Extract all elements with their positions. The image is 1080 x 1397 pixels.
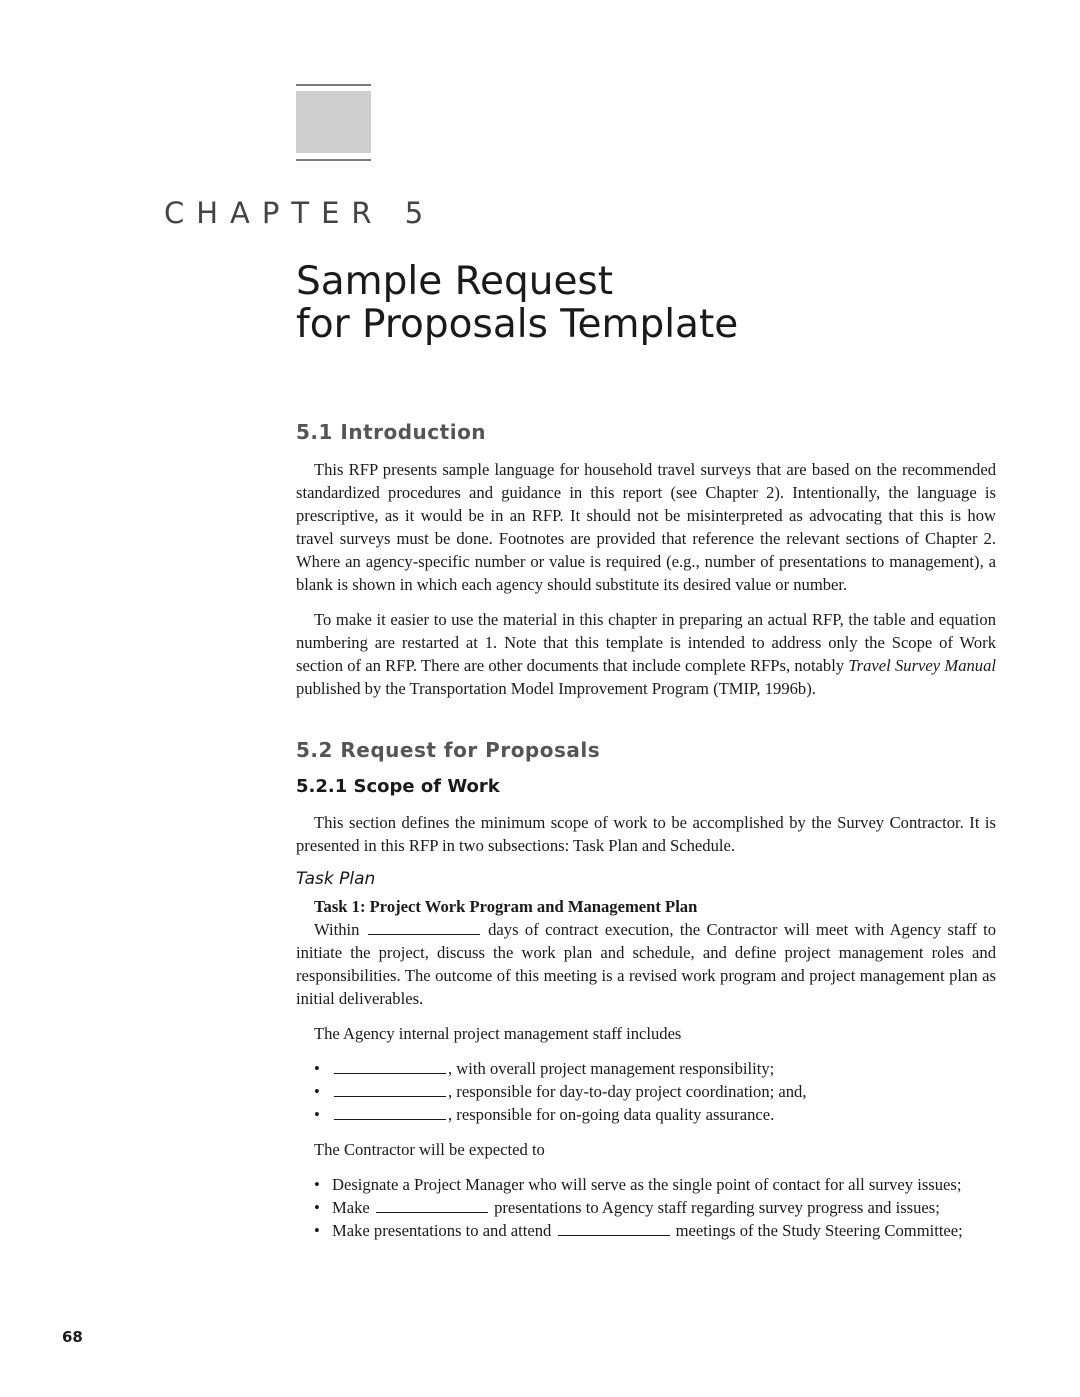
ornament-top-rule (296, 84, 371, 86)
contractor-item-text: presentations to Agency staff regarding survey progress and issues; (489, 1198, 940, 1217)
list-item (314, 1173, 996, 1196)
contractor-intro: The Contractor will be expected to (314, 1140, 545, 1159)
list-item (314, 1057, 996, 1080)
list-item (314, 1080, 996, 1103)
title-line-2: for Proposals Template (296, 302, 739, 347)
intro-paragraph-2-text-a: To make it easier to use the material in this chapter in preparing an actual RFP, the table and equation numbering are restarted at 1. Note that this template is intended to address only the Scope of Work section of an RFP. There are other documents that include complete RFPs, notably (296, 610, 996, 675)
task-1-title: Task 1: Project Work Program and Management Plan (314, 897, 698, 916)
ornament-bottom-rule (296, 159, 371, 161)
blank-field (334, 1059, 446, 1074)
blank-field (376, 1198, 488, 1213)
chapter-ornament (296, 84, 371, 161)
contractor-item-text: Make presentations to and attend (332, 1221, 556, 1240)
task-1-paragraph (296, 918, 996, 1010)
staff-item-text: , with overall project management responsibility; (448, 1059, 775, 1078)
blank-field (368, 920, 480, 935)
chapter-label: CHAPTER 5 (164, 196, 436, 230)
title-line-1: Sample Request (296, 259, 614, 304)
page-number: 68 (62, 1328, 83, 1346)
staff-item-text: , responsible for day-to-day project coordination; and, (448, 1082, 807, 1101)
list-item (314, 1196, 996, 1219)
contractor-list (314, 1173, 996, 1242)
subsection-heading-scope-of-work: 5.2.1 Scope of Work (296, 776, 500, 797)
ornament-gray-box (296, 91, 371, 153)
intro-paragraph-1: This RFP presents sample language for household travel surveys that are based on the recommended standardized procedures and guidance in this report (see Chapter 2). Intentionally, the language is prescriptive, as it would be in an RFP. It should not be misinterpreted as advocating that this is how travel surveys must be done. Footnotes are provided that reference the relevant sections of Chapter 2. Where an agency-specific number or value is required (e.g., number of presentations to management), a blank is shown in which each agency should substitute its desired value or number. (296, 460, 996, 594)
blank-field (334, 1082, 446, 1097)
contractor-item-text: Make (332, 1198, 374, 1217)
list-item (314, 1103, 996, 1126)
task-1-text-b: days of contract execution, the Contractor will meet with Agency staff to initiate the project, discuss the work plan and schedule, and define project management roles and responsibilities. The outcome of this meeting is a revised work program and project management plan as initial deliverables. (296, 920, 996, 1008)
section-heading-request-for-proposals: 5.2 Request for Proposals (296, 738, 601, 762)
contractor-item-text: Designate a Project Manager who will serve as the single point of contact for all survey issues; (332, 1175, 962, 1194)
task-1-text-a: Within (314, 920, 366, 939)
staff-list (314, 1057, 996, 1126)
section-heading-introduction: 5.1 Introduction (296, 420, 487, 444)
staff-intro: The Agency internal project management staff includes (314, 1024, 682, 1043)
blank-field (558, 1221, 670, 1236)
scope-paragraph: This section defines the minimum scope of work to be accomplished by the Survey Contractor. It is presented in this RFP in two subsections: Task Plan and Schedule. (296, 813, 996, 855)
intro-paragraph-2 (296, 608, 996, 700)
travel-survey-manual-title: Travel Survey Manual (848, 656, 996, 675)
list-item (314, 1219, 996, 1242)
main-content (296, 420, 996, 1254)
blank-field (334, 1105, 446, 1120)
intro-paragraph-2-text-b: published by the Transportation Model Improvement Program (TMIP, 1996b). (296, 679, 816, 698)
task-plan-heading: Task Plan (296, 869, 376, 889)
page-title (296, 260, 1016, 346)
staff-item-text: , responsible for on-going data quality assurance. (448, 1105, 775, 1124)
contractor-item-text: meetings of the Study Steering Committee; (671, 1221, 963, 1240)
